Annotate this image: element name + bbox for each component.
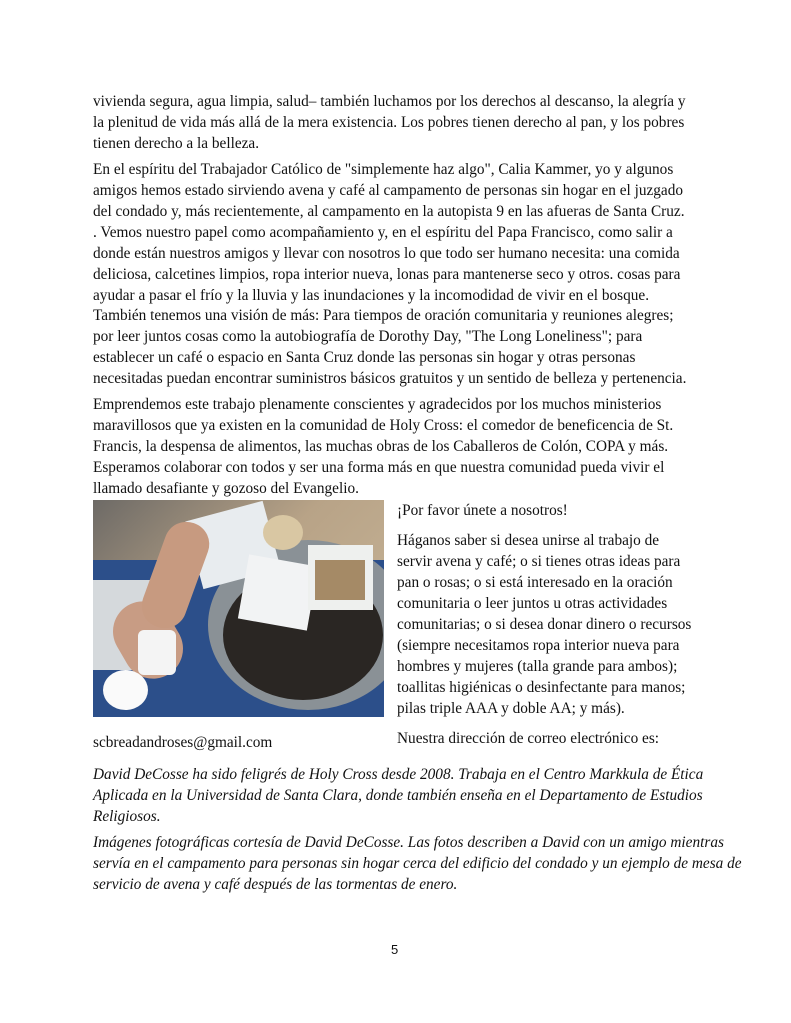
text-line: ayudar a pasar el frío y la lluvia y las inundaciones y la incomodidad de vivir en el bosque. bbox=[93, 287, 650, 304]
text-line: hombres y mujeres (talla grande para ambos); bbox=[397, 658, 678, 675]
text-line: Religiosos. bbox=[93, 808, 161, 825]
text-line: servicio de avena y café después de las tormentas de enero. bbox=[93, 876, 458, 893]
page-number: 5 bbox=[391, 942, 399, 957]
text-line: establecer un café o espacio en Santa Cruz donde las personas sin hogar y otras personas bbox=[93, 349, 636, 366]
text-line: Háganos saber si desea unirse al trabajo de bbox=[397, 532, 660, 549]
text-line: maravillosos que ya existen en la comunidad de Holy Cross: el comedor de beneficencia de St. bbox=[93, 417, 674, 434]
text-line: por leer juntos cosas como la autobiografía de Dorothy Day, "The Long Loneliness"; para bbox=[93, 328, 643, 345]
text-line: tienen derecho a la belleza. bbox=[93, 135, 260, 152]
text-line: deliciosa, calcetines limpios, ropa interior nueva, lonas para mantenerse seco y otros. cosas para bbox=[93, 266, 681, 283]
text-line: pan o rosas; o si está interesado en la oración bbox=[397, 574, 673, 591]
text-line: Francis, la despensa de alimentos, las muchas obras de los Caballeros de Colón, COPA y más. bbox=[93, 438, 669, 455]
text-line: servía en el campamento para personas sin hogar cerca del edificio del condado y un ejemplo de mesa de bbox=[93, 855, 742, 872]
paragraph-rights bbox=[93, 91, 686, 154]
paragraph-vision bbox=[93, 305, 686, 389]
paragraph-ministries bbox=[93, 394, 673, 499]
text-line: la plenitud de vida más allá de la mera existencia. Los pobres tienen derecho al pan, y los pobres bbox=[93, 114, 685, 131]
email-address[interactable]: scbreadandroses@gmail.com bbox=[93, 734, 273, 751]
photo-serving-oatmeal-coffee bbox=[93, 500, 384, 717]
text-line: llamado desafiante y gozoso del Evangelio. bbox=[93, 480, 359, 497]
text-line: También tenemos una visión de más: Para tiempos de oración comunitaria y reuniones alegres; bbox=[93, 307, 674, 324]
text-line: servir avena y café; o si tienes otras ideas para bbox=[397, 553, 681, 570]
text-line: Esperamos colaborar con todos y ser una forma más en que nuestra comunidad pueda vivir el bbox=[93, 459, 665, 476]
text-line: (siempre necesitamos ropa interior nueva para bbox=[397, 637, 680, 654]
text-line: amigos hemos estado sirviendo avena y café al campamento de personas sin hogar en el juzgado bbox=[93, 182, 684, 199]
text-line: vivienda segura, agua limpia, salud– también luchamos por los derechos al descanso, la alegría y bbox=[93, 93, 686, 110]
join-us-section bbox=[397, 500, 691, 749]
text-line: toallitas higiénicas o desinfectante para manos; bbox=[397, 679, 686, 696]
join-us-body bbox=[397, 530, 691, 719]
text-line: Aplicada en la Universidad de Santa Clara, donde también enseña en el Departamento de Estudios bbox=[93, 787, 703, 804]
text-line: donde están nuestros amigos y llevar con nosotros lo que todo ser humano necesita: una comida bbox=[93, 245, 680, 262]
text-line: comunitarias; o si desea donar dinero o recursos bbox=[397, 616, 692, 633]
text-line: del condado y, más recientemente, al campamento en la autopista 9 en las afueras de Santa Cruz. bbox=[93, 203, 685, 220]
text-line: David DeCosse ha sido feligrés de Holy Cross desde 2008. Trabaja en el Centro Markkula de Ética bbox=[93, 766, 704, 783]
email-intro: Nuestra dirección de correo electrónico es: bbox=[397, 730, 660, 747]
text-line: necesitadas puedan encontrar suministros básicos gratuitos y un sentido de belleza y pertenencia. bbox=[93, 370, 687, 387]
photo-credits bbox=[93, 832, 742, 895]
join-us-heading: ¡Por favor únete a nosotros! bbox=[397, 502, 568, 519]
text-line: pilas triple AAA y doble AA; y más). bbox=[397, 700, 625, 717]
text-line: Emprendemos este trabajo plenamente conscientes y agradecidos por los muchos ministerios bbox=[93, 396, 662, 413]
paragraph-catholic-worker bbox=[93, 159, 685, 306]
text-line: . Vemos nuestro papel como acompañamiento y, en el espíritu del Papa Francisco, como salir a bbox=[93, 224, 673, 241]
text-line: Imágenes fotográficas cortesía de David DeCosse. Las fotos describen a David con un amigo mientras bbox=[93, 834, 724, 851]
author-bio bbox=[93, 764, 703, 827]
text-line: comunitaria o leer juntos u otras actividades bbox=[397, 595, 668, 612]
text-line: En el espíritu del Trabajador Católico de "simplemente haz algo", Calia Kammer, yo y algunos bbox=[93, 161, 674, 178]
